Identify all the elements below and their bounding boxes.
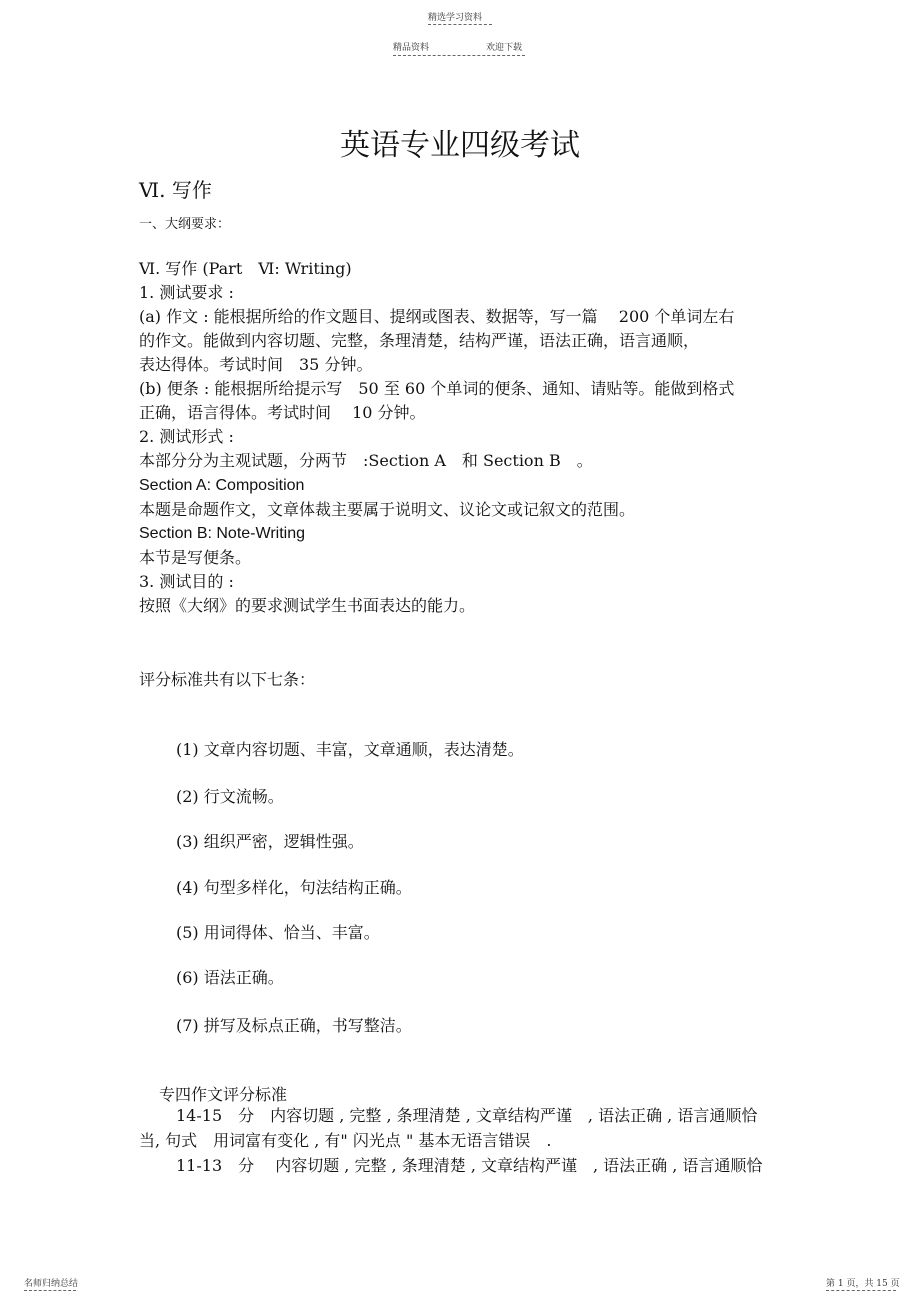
body-line: 本节是写便条。 bbox=[139, 548, 252, 567]
criteria-item: (5) 用词得体、恰当、丰富。 bbox=[176, 923, 380, 942]
footer-divider bbox=[24, 1290, 76, 1291]
body-line: 正确，语言得体。考试时间 10 分钟。 bbox=[139, 403, 426, 422]
header-top-divider bbox=[428, 24, 492, 25]
header-left-label: 精品资料 bbox=[393, 43, 430, 53]
body-line: 3. 测试目的 : bbox=[139, 572, 234, 591]
criteria-item: (3) 组织严密，逻辑性强。 bbox=[176, 832, 364, 851]
body-line: 2. 测试形式 : bbox=[139, 427, 234, 446]
page-title: 英语专业四级考试 bbox=[340, 128, 580, 163]
body-line: 本部分分为主观试题，分两节 :Section A 和 Section B 。 bbox=[139, 451, 593, 470]
body-line: 表达得体。考试时间 35 分钟。 bbox=[139, 355, 373, 374]
header-divider bbox=[393, 55, 525, 56]
criteria-item: (1) 文章内容切题、丰富，文章通顺，表达清楚。 bbox=[176, 740, 524, 759]
body-line: 1. 测试要求 : bbox=[139, 283, 234, 302]
body-line: 本题是命题作文，文章体裁主要属于说明文、议论文或记叙文的范围。 bbox=[139, 500, 636, 519]
footer-left-label: 名师归纳总结 bbox=[24, 1279, 79, 1289]
criteria-item: (6) 语法正确。 bbox=[176, 968, 284, 987]
body-line: Ⅵ. 写作 (Part Ⅵ: Writing) bbox=[139, 259, 352, 278]
criteria-item: (7) 拼写及标点正确，书写整洁。 bbox=[176, 1016, 412, 1035]
section-heading: Ⅵ. 写作 bbox=[139, 178, 212, 202]
page-number: 第 1 页，共 15 页 bbox=[826, 1279, 900, 1289]
header-top-label: 精选学习资料 bbox=[428, 13, 483, 23]
body-line: (a) 作文 : 能根据所给的作文题目、提纲或图表、数据等，写一篇 200 个单词左右 bbox=[139, 307, 735, 326]
body-line: Section B: Note-Writing bbox=[139, 525, 305, 542]
footer-right-divider bbox=[826, 1290, 896, 1291]
body-line: (b) 便条 : 能根据所给提示写 50 至 60 个单词的便条、通知、请贴等。能做到格式 bbox=[139, 379, 735, 398]
body-line: 按照《大纲》的要求测试学生书面表达的能力。 bbox=[139, 596, 476, 615]
scoring-heading: 专四作文评分标准 bbox=[159, 1085, 288, 1104]
body-line: Section A: Composition bbox=[139, 477, 305, 494]
outline-label: 一、大纲要求： bbox=[139, 217, 231, 232]
header-right-label: 欢迎下载 bbox=[486, 43, 523, 53]
scoring-line: 14-15 分 内容切题 , 完整 , 条理清楚 , 文章结构严谨 , 语法正确 , 语言通顺恰 bbox=[176, 1106, 758, 1125]
criteria-item: (2) 行文流畅。 bbox=[176, 787, 284, 806]
scoring-line: 当, 句式 用词富有变化 , 有" 闪光点 " 基本无语言错误 . bbox=[139, 1131, 552, 1150]
scoring-line: 11-13 分 内容切题 , 完整 , 条理清楚 , 文章结构严谨 , 语法正确 , 语言通顺恰 bbox=[176, 1156, 763, 1175]
criteria-intro: 评分标准共有以下七条： bbox=[139, 670, 316, 689]
criteria-item: (4) 句型多样化，句法结构正确。 bbox=[176, 878, 412, 897]
body-line: 的作文。能做到内容切题、完整，条理清楚，结构严谨，语法正确，语言通顺， bbox=[139, 331, 700, 350]
